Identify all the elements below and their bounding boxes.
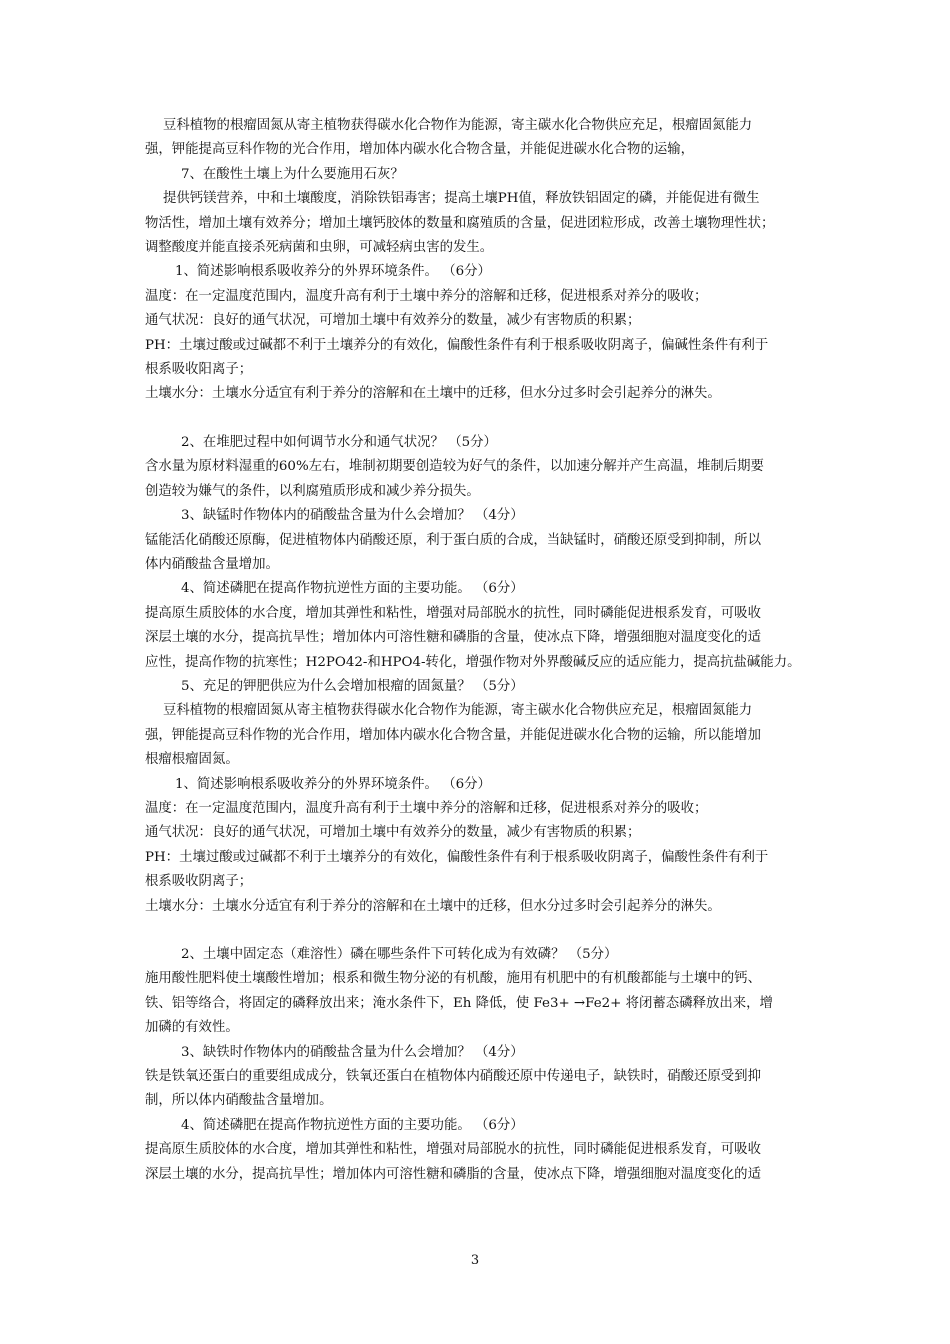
- text-line: 提高原生质胶体的水合度，增加其弹性和粘性，增强对局部脱水的抗性，同时磷能促进根系发育，可吸收: [145, 1142, 761, 1158]
- text-line: 4、简述磷肥在提高作物抗逆性方面的主要功能。 （6分）: [181, 581, 524, 597]
- text-line: 豆科植物的根瘤固氮从寄主植物获得碳水化合物作为能源，寄主碳水化合物供应充足，根瘤固氮能力: [163, 118, 753, 133]
- text-line: 深层土壤的水分，提高抗旱性；增加体内可溶性糖和磷脂的含量，使冰点下降，增强细胞对温度变化的适: [145, 1166, 761, 1182]
- text-line: 施用酸性肥料使土壤酸性增加；根系和微生物分泌的有机酸，施用有机肥中的有机酸都能与土壤中的钙、: [145, 971, 761, 987]
- text-line: 提高原生质胶体的水合度，增加其弹性和粘性，增强对局部脱水的抗性，同时磷能促进根系发育，可吸收: [145, 605, 761, 621]
- text-line: 强，钾能提高豆科作物的光合作用，增加体内碳水化合物含量，并能促进碳水化合物的运输，所以能增加: [145, 727, 761, 743]
- text-line: 土壤水分：土壤水分适宜有利于养分的溶解和在土壤中的迁移，但水分过多时会引起养分的淋失。: [145, 386, 721, 402]
- text-line: 创造较为嫌气的条件，以利腐殖质形成和减少养分损失。: [145, 483, 480, 499]
- text-line: 2、土壤中固定态（难溶性）磷在哪些条件下可转化成为有效磷？ （5分）: [181, 947, 618, 962]
- text-line: 含水量为原材料湿重的60%左右，堆制初期要创造较为好气的条件，以加速分解并产生高温，堆制后期要: [145, 459, 764, 475]
- text-line: 通气状况：良好的通气状况，可增加土壤中有效养分的数量，减少有害物质的积累；: [145, 313, 641, 329]
- text-line: 1、简述影响根系吸收养分的外界环境条件。 （6分）: [175, 264, 491, 280]
- text-line: 土壤水分：土壤水分适宜有利于养分的溶解和在土壤中的迁移，但水分过多时会引起养分的淋失。: [145, 898, 721, 914]
- text-line: PH：土壤过酸或过碱都不利于土壤养分的有效化，偏酸性条件有利于根系吸收阴离子，偏酸性条件有利于: [145, 849, 769, 865]
- text-line: 7、在酸性土壤上为什么要施用石灰？: [181, 166, 404, 182]
- text-line: 3、缺铁时作物体内的硝酸盐含量为什么会增加？ （4分）: [181, 1044, 524, 1060]
- text-line: 深层土壤的水分，提高抗旱性；增加体内可溶性糖和磷脂的含量，使冰点下降，增强细胞对温度变化的适: [145, 630, 761, 646]
- text-line: 2、在堆肥过程中如何调节水分和通气状况？ （5分）: [181, 434, 497, 450]
- text-line: 根瘤根瘤固氮。: [145, 752, 239, 768]
- text-line: 提供钙镁营养，中和土壤酸度，消除铁铝毒害；提高土壤PH值，释放铁铝固定的磷，并能促进有微生: [163, 191, 760, 207]
- page-number: 3: [470, 1253, 480, 1268]
- text-line: 豆科植物的根瘤固氮从寄主植物获得碳水化合物作为能源，寄主碳水化合物供应充足，根瘤固氮能力: [163, 703, 753, 719]
- text-line: 根系吸收阳离子；: [145, 362, 253, 378]
- text-line: 温度：在一定温度范围内，温度升高有利于土壤中养分的溶解和迁移，促进根系对养分的吸收；: [145, 288, 708, 304]
- text-line: 根系吸收阴离子；: [145, 874, 253, 890]
- text-line: 5、充足的钾肥供应为什么会增加根瘤的固氮量？ （5分）: [181, 678, 524, 694]
- text-line: 铁是铁氧还蛋白的重要组成成分，铁氧还蛋白在植物体内硝酸还原中传递电子，缺铁时，硝酸还原受到抑: [145, 1069, 761, 1085]
- text-line: 调整酸度并能直接杀死病菌和虫卵，可减轻病虫害的发生。: [145, 240, 494, 256]
- blank-line: [145, 407, 817, 431]
- text-line: 通气状况：良好的通气状况，可增加土壤中有效养分的数量，减少有害物质的积累；: [145, 825, 641, 841]
- text-line: 1、简述影响根系吸收养分的外界环境条件。 （6分）: [175, 776, 491, 792]
- text-line: 应性，提高作物的抗寒性；H2PO42-和HPO4-转化，增强作物对外界酸碱反应的适应能力，提高抗盐碱能力。: [145, 654, 801, 670]
- text-line: 4、简述磷肥在提高作物抗逆性方面的主要功能。 （6分）: [181, 1117, 524, 1133]
- text-line: PH：土壤过酸或过碱都不利于土壤养分的有效化，偏酸性条件有利于根系吸收阴离子，偏碱性条件有利于: [145, 337, 769, 353]
- text-line: 铁、铝等络合，将固定的磷释放出来；淹水条件下，Eh 降低，使 Fe3+ →Fe2+ 将闭蓄态磷释放出来，增: [145, 995, 773, 1011]
- blank-line: [145, 919, 817, 943]
- text-line: 3、缺锰时作物体内的硝酸盐含量为什么会增加？ （4分）: [181, 508, 524, 524]
- text-line: 温度：在一定温度范围内，温度升高有利于土壤中养分的溶解和迁移，促进根系对养分的吸收；: [145, 800, 708, 816]
- text-line: 锰能活化硝酸还原酶，促进植物体内硝酸还原，利于蛋白质的合成，当缺锰时，硝酸还原受到抑制，所以: [145, 532, 761, 548]
- text-line: 加磷的有效性。: [145, 1020, 239, 1036]
- page-body: [145, 114, 817, 1187]
- text-line: 强，钾能提高豆科作物的光合作用，增加体内碳水化合物含量，并能促进碳水化合物的运输，: [145, 142, 695, 158]
- text-line: 体内硝酸盐含量增加。: [145, 556, 279, 572]
- text-line: 物活性，增加土壤有效养分；增加土壤钙胶体的数量和腐殖质的含量，促进团粒形成，改善土壤物理性状；: [145, 215, 775, 231]
- text-line: 制，所以体内硝酸盐含量增加。: [145, 1093, 333, 1109]
